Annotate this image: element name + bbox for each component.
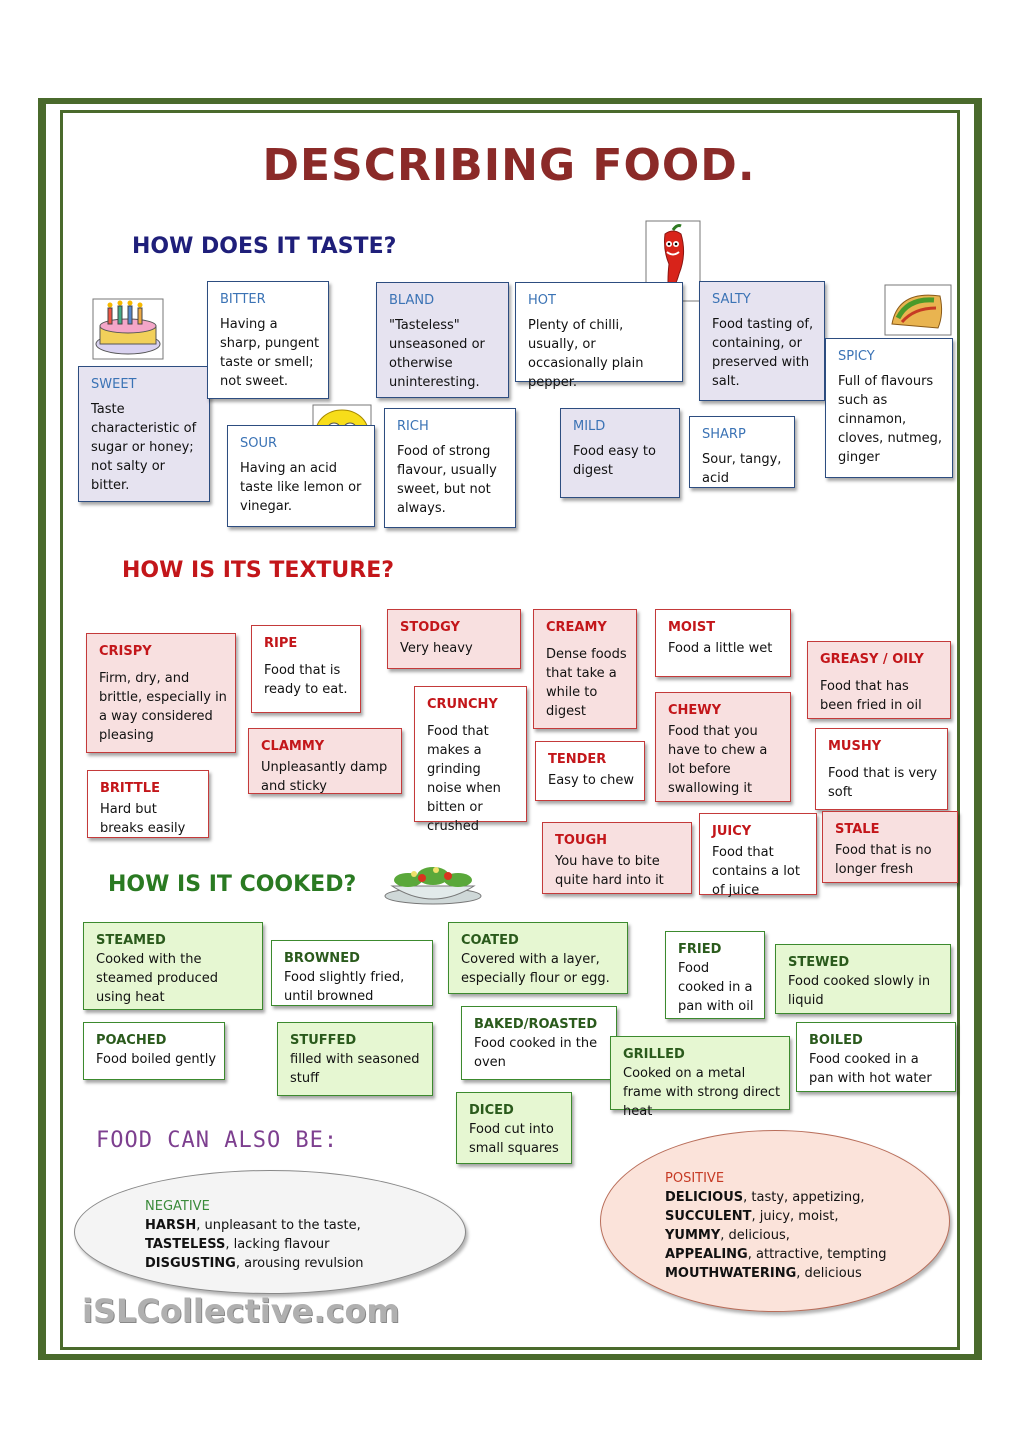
term-clammy: CLAMMY bbox=[261, 739, 325, 754]
def-crispy: Firm, dry, and brittle, especially in a way considered pleasing bbox=[99, 671, 227, 743]
term-salty: SALTY bbox=[712, 292, 751, 307]
card-clammy bbox=[248, 728, 402, 794]
term-stuffed: STUFFED bbox=[290, 1033, 357, 1048]
def-brittle: Hard but breaks easily bbox=[100, 802, 186, 836]
negative-word: DISGUSTING bbox=[145, 1256, 236, 1271]
term-moist: MOIST bbox=[668, 620, 716, 635]
term-mushy: MUSHY bbox=[828, 739, 882, 754]
term-sharp: SHARP bbox=[702, 427, 746, 442]
term-juicy: JUICY bbox=[712, 824, 752, 839]
heading-cooked: HOW IS IT COOKED? bbox=[108, 872, 357, 897]
negative-rest: , arousing revulsion bbox=[235, 1256, 364, 1271]
term-chewy: CHEWY bbox=[668, 703, 722, 718]
card-stewed bbox=[775, 944, 951, 1014]
def-greasy: Food that has been fried in oil bbox=[820, 679, 922, 713]
card-chewy bbox=[655, 692, 791, 802]
positive-word: SUCCULENT bbox=[665, 1209, 752, 1224]
term-tender: TENDER bbox=[548, 752, 607, 767]
def-crunchy: Food that makes a grinding noise when bitten or crushed bbox=[427, 724, 501, 834]
card-greasy bbox=[807, 641, 951, 719]
def-bitter: Having a sharp, pungent taste or smell; not sweet. bbox=[220, 317, 320, 389]
term-crispy: CRISPY bbox=[99, 644, 152, 659]
negative-line bbox=[145, 1216, 465, 1235]
card-crunchy bbox=[414, 686, 527, 834]
positive-rest: , juicy, moist, bbox=[751, 1209, 839, 1224]
def-fried: Food cooked in a pan with oil bbox=[678, 961, 754, 1014]
card-bland bbox=[376, 282, 509, 398]
card-hot bbox=[515, 282, 683, 390]
positive-line bbox=[665, 1264, 949, 1283]
card-browned bbox=[271, 940, 433, 1006]
def-mild: Food easy to digest bbox=[573, 444, 656, 478]
term-crunchy: CRUNCHY bbox=[427, 697, 498, 712]
card-baked bbox=[461, 1006, 617, 1080]
card-sharp bbox=[689, 416, 795, 488]
term-creamy: CREAMY bbox=[546, 620, 607, 635]
card-tough bbox=[542, 822, 692, 894]
def-steamed: Cooked with the steamed produced using heat bbox=[96, 952, 219, 1005]
heading-texture: HOW IS ITS TEXTURE? bbox=[122, 558, 395, 583]
positive-rest: , tasty, appetizing, bbox=[743, 1190, 865, 1205]
def-boiled: Food cooked in a pan with hot water bbox=[809, 1052, 932, 1086]
card-bitter bbox=[207, 281, 329, 399]
def-mushy: Food that is very soft bbox=[828, 766, 938, 800]
term-browned: BROWNED bbox=[284, 951, 360, 966]
term-coated: COATED bbox=[461, 933, 519, 948]
def-stale: Food that is no longer fresh bbox=[835, 843, 932, 877]
card-juicy bbox=[699, 813, 817, 898]
card-spicy bbox=[825, 338, 953, 478]
card-brittle bbox=[87, 770, 209, 838]
negative-label: NEGATIVE bbox=[145, 1199, 210, 1214]
def-rich: Food of strong flavour, usually sweet, but not always. bbox=[397, 444, 497, 516]
heading-taste: HOW DOES IT TASTE? bbox=[132, 234, 397, 259]
def-moist: Food a little wet bbox=[668, 641, 773, 656]
card-steamed bbox=[83, 922, 263, 1010]
def-juicy: Food that contains a lot of juice bbox=[712, 845, 800, 898]
def-tender: Easy to chew bbox=[548, 773, 634, 788]
term-fried: FRIED bbox=[678, 942, 722, 957]
term-hot: HOT bbox=[528, 293, 556, 308]
card-rich bbox=[384, 408, 516, 528]
term-stale: STALE bbox=[835, 822, 880, 837]
birthday-cake-icon bbox=[92, 298, 164, 360]
positive-rest: , delicious, bbox=[720, 1228, 790, 1243]
term-greasy: GREASY / OILY bbox=[820, 652, 924, 667]
def-stodgy: Very heavy bbox=[400, 641, 473, 656]
def-stuffed: filled with seasoned stuff bbox=[290, 1052, 420, 1086]
negative-ellipse bbox=[74, 1170, 466, 1294]
term-stodgy: STODGY bbox=[400, 620, 460, 635]
salad-bowl-icon bbox=[378, 856, 488, 908]
negative-line bbox=[145, 1254, 465, 1273]
card-diced bbox=[456, 1092, 572, 1164]
negative-word: TASTELESS bbox=[145, 1237, 226, 1252]
card-poached bbox=[83, 1022, 225, 1080]
card-tender bbox=[535, 741, 645, 801]
term-boiled: BOILED bbox=[809, 1033, 863, 1048]
positive-line bbox=[665, 1188, 949, 1207]
positive-word: APPEALING bbox=[665, 1247, 748, 1262]
term-rich: RICH bbox=[397, 419, 429, 434]
def-tough: You have to bite quite hard into it bbox=[555, 854, 664, 888]
def-ripe: Food that is ready to eat. bbox=[264, 663, 348, 697]
def-coated: Covered with a layer, especially flour or egg. bbox=[461, 952, 610, 986]
positive-label: POSITIVE bbox=[665, 1171, 725, 1186]
negative-rest: , lacking flavour bbox=[225, 1237, 330, 1252]
def-chewy: Food that you have to chew a lot before swallowing it bbox=[668, 724, 768, 796]
card-coated bbox=[448, 922, 628, 994]
def-poached: Food boiled gently bbox=[96, 1052, 217, 1067]
card-mild bbox=[560, 408, 680, 498]
heading-also: FOOD CAN ALSO BE: bbox=[96, 1128, 339, 1153]
card-moist bbox=[655, 609, 791, 677]
term-bland: BLAND bbox=[389, 293, 435, 308]
def-spicy: Full of flavours such as cinnamon, cloves, nutmeg, ginger bbox=[838, 374, 943, 465]
def-stewed: Food cooked slowly in liquid bbox=[788, 974, 931, 1008]
card-stuffed bbox=[277, 1022, 433, 1096]
term-bitter: BITTER bbox=[220, 292, 266, 307]
card-sour bbox=[227, 425, 375, 527]
card-sweet bbox=[78, 366, 210, 502]
term-stewed: STEWED bbox=[788, 955, 850, 970]
term-brittle: BRITTLE bbox=[100, 781, 160, 796]
def-browned: Food slightly fried, until browned bbox=[284, 970, 405, 1004]
positive-ellipse bbox=[600, 1130, 950, 1312]
card-stale bbox=[822, 811, 958, 883]
card-creamy bbox=[533, 609, 637, 729]
term-spicy: SPICY bbox=[838, 349, 875, 364]
term-diced: DICED bbox=[469, 1103, 514, 1118]
def-baked: Food cooked in the oven bbox=[474, 1036, 598, 1070]
card-stodgy bbox=[387, 609, 521, 669]
def-sour: Having an acid taste like lemon or vinegar. bbox=[240, 461, 362, 514]
term-tough: TOUGH bbox=[555, 833, 608, 848]
frame-side-bar-left bbox=[38, 98, 46, 1360]
term-ripe: RIPE bbox=[264, 636, 298, 651]
positive-line bbox=[665, 1207, 949, 1226]
positive-rest: , attractive, tempting bbox=[747, 1247, 887, 1262]
positive-word: YUMMY bbox=[665, 1228, 721, 1243]
term-poached: POACHED bbox=[96, 1033, 167, 1048]
positive-rest: , delicious bbox=[796, 1266, 862, 1281]
term-mild: MILD bbox=[573, 419, 606, 434]
frame-side-bar-right bbox=[974, 98, 982, 1360]
taco-icon bbox=[884, 284, 952, 336]
positive-word: MOUTHWATERING bbox=[665, 1266, 797, 1281]
def-creamy: Dense foods that take a while to digest bbox=[546, 647, 627, 719]
card-crispy bbox=[86, 633, 236, 753]
term-sweet: SWEET bbox=[91, 377, 137, 392]
def-bland: "Tasteless" unseasoned or otherwise uninteresting. bbox=[389, 318, 485, 390]
term-baked: BAKED/ROASTED bbox=[474, 1017, 598, 1032]
positive-line bbox=[665, 1226, 949, 1245]
card-ripe bbox=[251, 625, 361, 713]
term-sour: SOUR bbox=[240, 436, 278, 451]
def-diced: Food cut into small squares bbox=[469, 1122, 559, 1156]
negative-line bbox=[145, 1235, 465, 1254]
def-salty: Food tasting of, containing, or preserved with salt. bbox=[712, 317, 814, 389]
card-grilled bbox=[610, 1036, 790, 1119]
positive-word: DELICIOUS bbox=[665, 1190, 744, 1205]
card-salty bbox=[699, 281, 825, 401]
def-clammy: Unpleasantly damp and sticky bbox=[261, 760, 388, 794]
watermark-logo: iSLCollective.com bbox=[82, 1292, 400, 1330]
def-sweet: Taste characteristic of sugar or honey; not salty or bitter. bbox=[91, 402, 197, 493]
card-mushy bbox=[815, 728, 948, 810]
def-hot: Plenty of chilli, usually, or occasionally plain pepper. bbox=[528, 318, 644, 390]
page-title: DESCRIBING FOOD. bbox=[262, 140, 756, 191]
term-steamed: STEAMED bbox=[96, 933, 166, 948]
def-sharp: Sour, tangy, acid bbox=[702, 452, 782, 486]
card-boiled bbox=[796, 1022, 956, 1092]
term-grilled: GRILLED bbox=[623, 1047, 685, 1062]
negative-word: HARSH bbox=[145, 1218, 197, 1233]
def-grilled: Cooked on a metal frame with strong direct heat bbox=[623, 1066, 781, 1119]
negative-rest: , unpleasant to the taste, bbox=[196, 1218, 361, 1233]
card-fried bbox=[665, 931, 765, 1019]
positive-line bbox=[665, 1245, 949, 1264]
